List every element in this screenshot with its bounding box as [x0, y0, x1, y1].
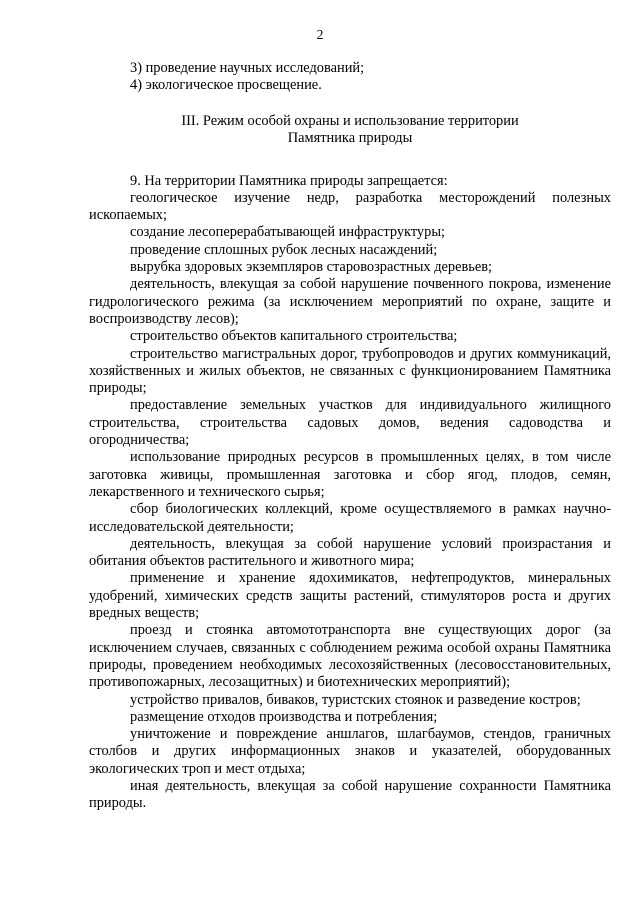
document-body	[89, 60, 611, 813]
intro-item: 4) экологическое просвещение.	[130, 77, 322, 94]
clause-item: вырубка здоровых экземпляров старовозрастных деревьев;	[130, 259, 493, 276]
section-title-line: Памятника природы	[287, 130, 413, 147]
clause-item: геологическое изучение недр, разработка месторождений полезных ископаемых;	[89, 189, 611, 224]
clause-item: проведение сплошных рубок лесных насаждений;	[130, 241, 438, 258]
intro-item: 3) проведение научных исследований;	[130, 60, 365, 76]
clause-item: иная деятельность, влекущая за собой нарушение сохранности Памятника природы.	[89, 777, 611, 812]
clause-item: строительство магистральных дорог, трубопроводов и других коммуникаций, хозяйственных и жилых объектов, не связанных с функционированием Памятника природы;	[89, 345, 611, 397]
section-heading	[89, 113, 611, 148]
clause-item: деятельность, влекущая за собой нарушение условий произрастания и обитания объектов растительного и животного мира;	[89, 535, 611, 570]
clause-item: размещение отходов производства и потребления;	[130, 708, 438, 725]
clause-item: уничтожение и повреждение аншлагов, шлагбаумов, стендов, граничных столбов и других информационных знаков и указателей, оборудованных экологических троп и мест отдыха;	[89, 726, 611, 777]
clause-item: строительство объектов капитального строительства;	[130, 328, 458, 345]
clause-item: использование природных ресурсов в промышленных целях, в том числе заготовка живицы, промышленная заготовка и сбор ягод, плодов, семян, лекарственного и технического сырья;	[89, 449, 611, 500]
clause-item: предоставление земельных участков для индивидуального жилищного строительства, строительства садовых домов, ведения садоводства и огородничества;	[89, 397, 611, 449]
section-title-line: III. Режим особой охраны и использование территории	[181, 112, 519, 129]
clause-item: применение и хранение ядохимикатов, нефтепродуктов, минеральных удобрений, химических средств защиты растений, стимуляторов роста и других вредных веществ;	[89, 570, 611, 622]
clause-item: проезд и стоянка автомототранспорта вне существующих дорог (за исключением случаев, связанных с соблюдением режима особой охраны Памятника природы, проведением необходимых лесохозяйственных (лесовосстановительных, противопожарных, лесозащитных) и биотехнических мероприятий);	[89, 622, 611, 691]
clause-item: деятельность, влекущая за собой нарушение почвенного покрова, изменение гидрологического режима (за исключением мероприятий по охране, защите и воспроизводству лесов);	[89, 276, 611, 327]
clause-item: сбор биологических коллекций, кроме осуществляемого в рамках научно-исследовательской деятельности;	[89, 501, 611, 535]
page-number: 2	[316, 27, 324, 42]
clause-item: устройство привалов, биваков, туристских стоянок и разведение костров;	[130, 691, 581, 708]
clause-item: создание лесоперерабатывающей инфраструктуры;	[130, 224, 445, 241]
clause-lead: 9. На территории Памятника природы запрещается:	[130, 172, 448, 189]
